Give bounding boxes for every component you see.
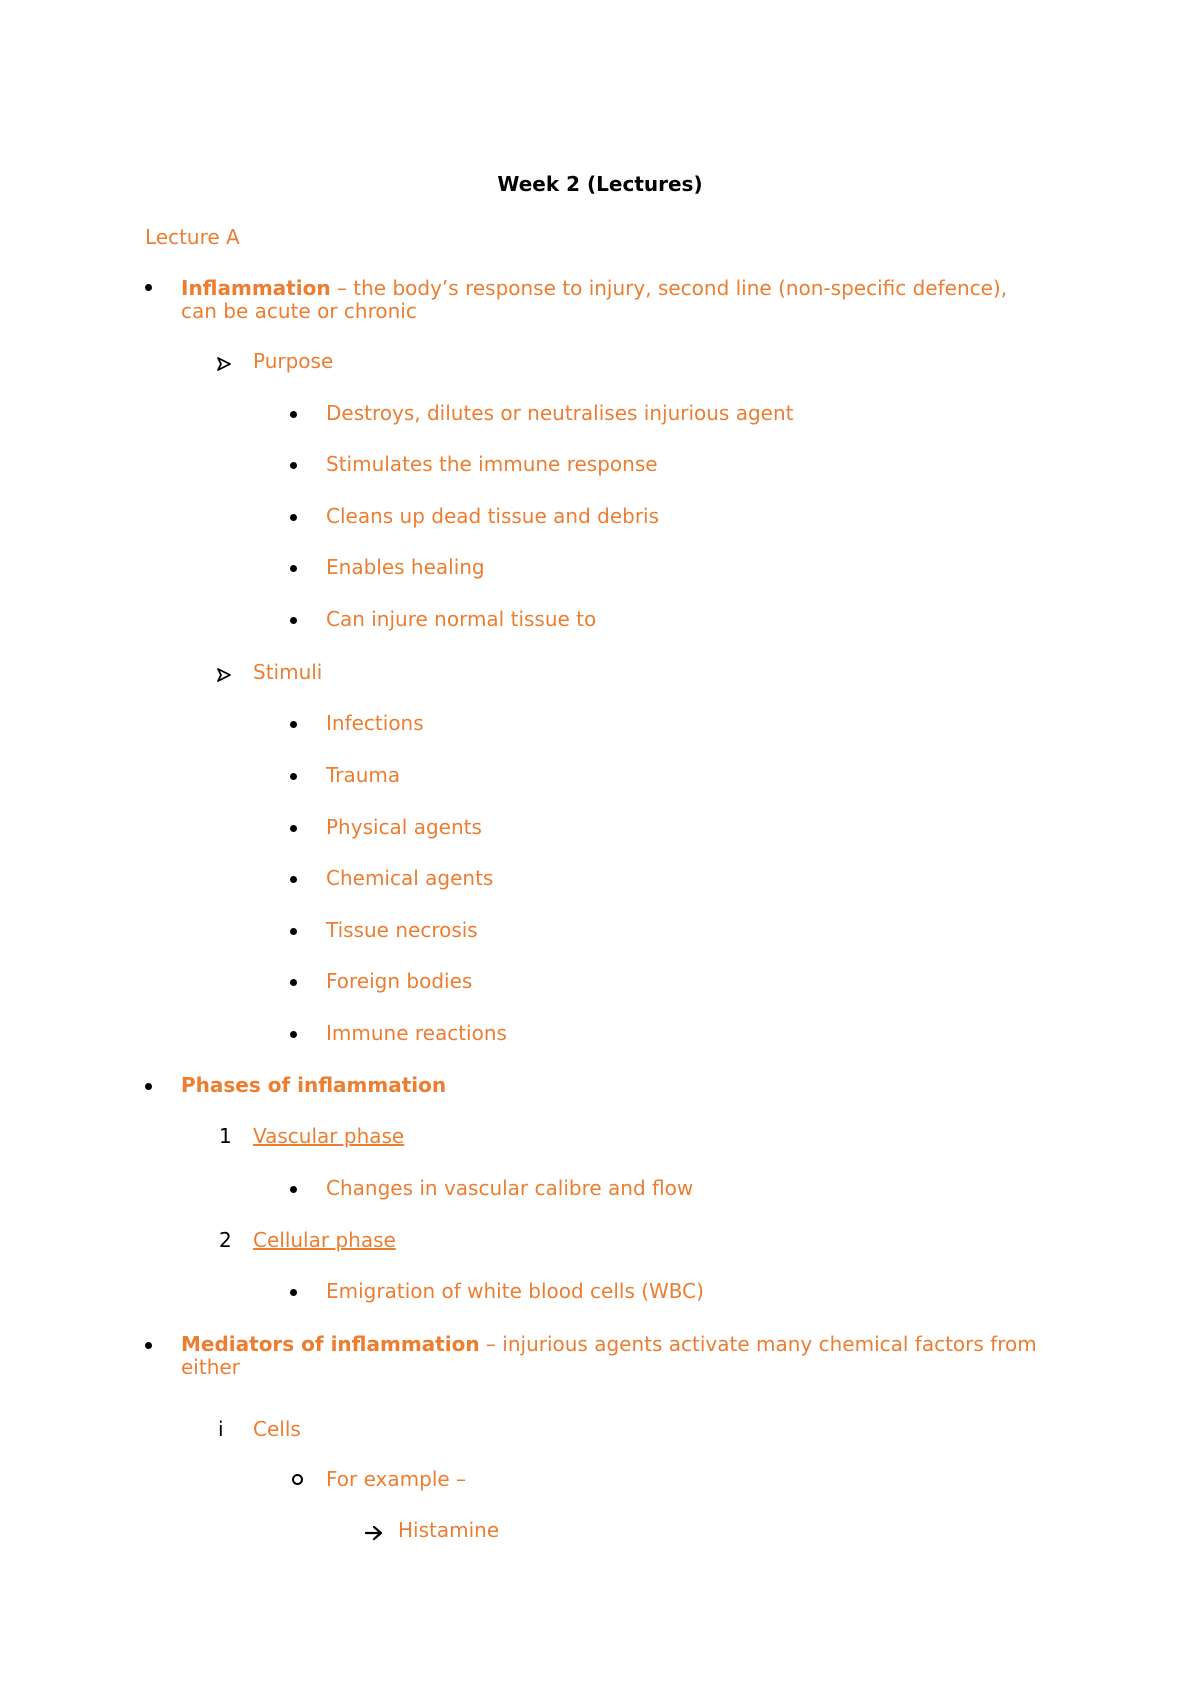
phases-heading: Phases of inflammation bbox=[181, 1073, 447, 1097]
stimuli-item: Tissue necrosis bbox=[326, 918, 478, 942]
vascular-phase-item: Changes in vascular calibre and flow bbox=[326, 1176, 694, 1200]
document-title: Week 2 (Lectures) bbox=[497, 172, 703, 196]
bullet-icon bbox=[145, 284, 152, 291]
cellular-phase-label: Cellular phase bbox=[253, 1228, 396, 1252]
bullet-icon bbox=[290, 979, 297, 986]
inflammation-term: Inflammation bbox=[181, 276, 331, 300]
purpose-item: Stimulates the immune response bbox=[326, 452, 658, 476]
phase-number: 1 bbox=[219, 1124, 232, 1148]
cells-label: Cells bbox=[253, 1417, 301, 1441]
bullet-icon bbox=[145, 1342, 152, 1349]
purpose-label: Purpose bbox=[253, 349, 334, 373]
purpose-item: Enables healing bbox=[326, 555, 485, 579]
bullet-icon bbox=[290, 617, 297, 624]
arrowhead-bullet-icon bbox=[216, 664, 232, 688]
mediators-definition-cont: either bbox=[181, 1355, 240, 1379]
purpose-item: Destroys, dilutes or neutralises injurious agent bbox=[326, 401, 794, 425]
purpose-item: Cleans up dead tissue and debris bbox=[326, 504, 660, 528]
bullet-icon bbox=[145, 1083, 152, 1090]
bullet-icon bbox=[290, 462, 297, 469]
bullet-icon bbox=[290, 1289, 297, 1296]
stimuli-label: Stimuli bbox=[253, 660, 323, 684]
phase-number: 2 bbox=[219, 1228, 232, 1252]
purpose-item: Can injure normal tissue to bbox=[326, 607, 597, 631]
bullet-icon bbox=[290, 928, 297, 935]
stimuli-item: Trauma bbox=[326, 763, 401, 787]
arrowhead-bullet-icon bbox=[216, 353, 232, 377]
stimuli-item: Foreign bodies bbox=[326, 969, 473, 993]
inflammation-entry bbox=[181, 277, 1007, 300]
bullet-icon bbox=[290, 565, 297, 572]
right-arrow-icon bbox=[364, 1522, 384, 1546]
bullet-icon bbox=[290, 721, 297, 728]
stimuli-item: Immune reactions bbox=[326, 1021, 507, 1045]
stimuli-item: Chemical agents bbox=[326, 866, 494, 890]
bullet-icon bbox=[290, 514, 297, 521]
lecture-heading: Lecture A bbox=[145, 225, 240, 249]
bullet-icon bbox=[290, 411, 297, 418]
inflammation-definition: – the body’s response to injury, second line (non-specific defence), bbox=[330, 276, 1008, 300]
inflammation-definition-cont: can be acute or chronic bbox=[181, 299, 417, 323]
cellular-phase-item: Emigration of white blood cells (WBC) bbox=[326, 1279, 704, 1303]
bullet-icon bbox=[290, 825, 297, 832]
bullet-icon bbox=[290, 876, 297, 883]
bullet-icon bbox=[290, 773, 297, 780]
histamine-item: Histamine bbox=[398, 1518, 500, 1542]
roman-numeral-marker: i bbox=[218, 1417, 224, 1441]
mediators-term: Mediators of inflammation bbox=[181, 1332, 480, 1356]
stimuli-item: Infections bbox=[326, 711, 424, 735]
bullet-icon bbox=[290, 1031, 297, 1038]
mediators-definition: – injurious agents activate many chemical factors from bbox=[479, 1332, 1037, 1356]
example-label: For example – bbox=[326, 1467, 467, 1491]
hollow-bullet-icon bbox=[292, 1474, 303, 1485]
mediators-entry bbox=[181, 1333, 1037, 1356]
stimuli-item: Physical agents bbox=[326, 815, 482, 839]
bullet-icon bbox=[290, 1186, 297, 1193]
vascular-phase-label: Vascular phase bbox=[253, 1124, 405, 1148]
